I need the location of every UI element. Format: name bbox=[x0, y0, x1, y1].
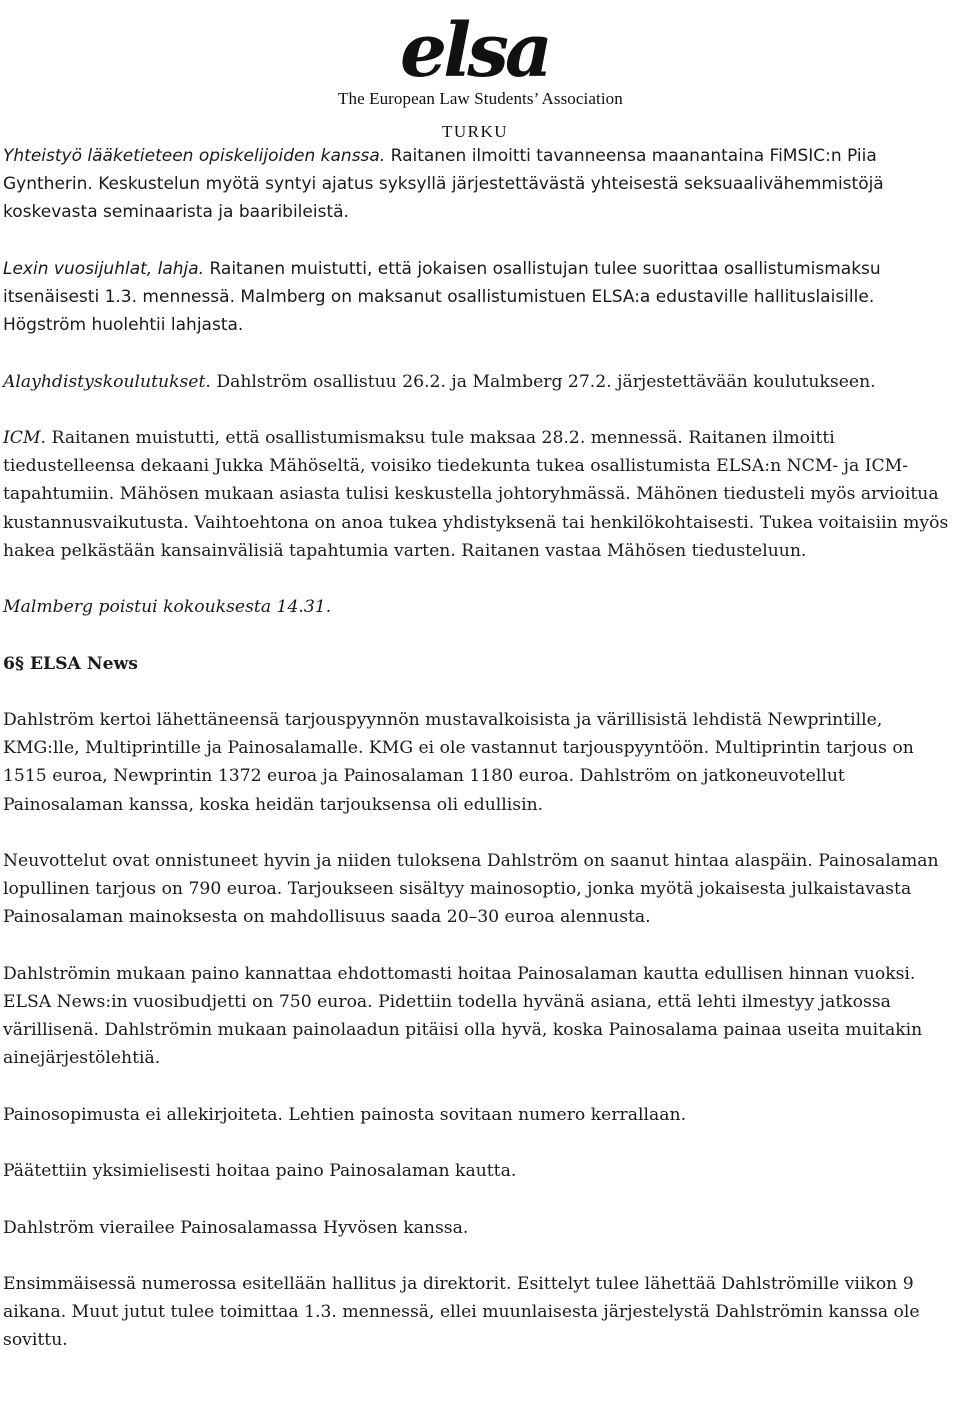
paragraph-text: Raitanen ilmoitti tavanneensa maanantaina FiMSIC:n Piia Gyntherin. Keskustelun myötä syntyi ajatus syksyllä järjestettävästä yhteisestä seksuaalivähemmistöjä koskevasta seminaarista ja baaribileistä. bbox=[3, 146, 884, 223]
paragraph-cooperation bbox=[3, 142, 958, 227]
paragraph-news-first-issue: Ensimmäisessä numerossa esitellään hallitus ja direktorit. Esittelyt tulee lähettää Dahlströmille viikon 9 aikana. Muut jutut tulee toimittaa 1.3. mennessä, ellei muunlaisesta järjestelystä Dahlströmin kanssa ole sovittu. bbox=[3, 1273, 920, 1351]
topic-label: ICM. bbox=[3, 427, 47, 448]
paragraph-trainings bbox=[3, 368, 958, 396]
document-body bbox=[3, 142, 958, 1355]
paragraph-news-budget: Dahlströmin mukaan paino kannattaa ehdottomasti hoitaa Painosalaman kautta edullisen hinnan vuoksi. ELSA News:in vuosibudjetti on 750 euroa. Pidettiin todella hyvänä asiana, että lehti ilmestyy jatkossa värillisenä. Dahlströmin mukaan painolaadun pitäisi olla hyvä, koska Painosalama painaa useita muitakin ainejärjestölehtiä. bbox=[3, 963, 923, 1069]
paragraph-news-negotiation: Neuvottelut ovat onnistuneet hyvin ja niiden tuloksena Dahlström on saanut hintaa alaspäin. Painosalaman lopullinen tarjous on 790 euroa. Tarjoukseen sisältyy mainosoptio, jonka myötä jokaisesta julkaistavasta Painosalaman mainoksesta on mahdollisuus saada 20–30 euroa alennusta. bbox=[3, 850, 939, 928]
letterhead bbox=[0, 0, 960, 150]
paragraph-departure-note: Malmberg poistui kokouksesta 14.31. bbox=[3, 597, 332, 618]
paragraph-news-decision: Päätettiin yksimielisesti hoitaa paino Painosalaman kautta. bbox=[3, 1161, 517, 1182]
elsa-logo-text: elsa bbox=[400, 8, 549, 88]
paragraph-news-contract: Painosopimusta ei allekirjoiteta. Lehtien painosta sovitaan numero kerrallaan. bbox=[3, 1104, 687, 1125]
paragraph-text: Dahlström osallistuu 26.2. ja Malmberg 27.2. järjestettävään koulutukseen. bbox=[210, 371, 876, 392]
chapter-city: TURKU bbox=[442, 122, 509, 141]
section-title: ELSA News bbox=[29, 653, 138, 674]
section-number: 6 bbox=[3, 653, 15, 674]
organization-name: The European Law Students’ Association bbox=[338, 89, 623, 108]
elsa-logo bbox=[398, 4, 568, 88]
paragraph-icm bbox=[3, 424, 958, 565]
paragraph-news-offers: Dahlström kertoi lähettäneensä tarjouspyynnön mustavalkoisista ja värillisistä lehdistä Newprintille, KMG:lle, Multiprintille ja Painosalamalle. KMG ei ole vastannut tarjouspyyntöön. Multiprintin tarjous on 1515 euroa, Newprintin 1372 euroa ja Painosalaman 1180 euroa. Dahlström on jatkoneuvotellut Painosalaman kanssa, koska heidän tarjouksensa oli edullisin. bbox=[3, 709, 914, 815]
section-symbol: § bbox=[14, 653, 24, 674]
paragraph-text: Raitanen muistutti, että jokaisen osallistujan tulee suorittaa osallistumismaksu itsenäisesti 1.3. mennessä. Malmberg on maksanut osallistumistuen ELSA:a edustaville hallituslaisille. Högström huolehtii lahjasta. bbox=[3, 258, 881, 336]
topic-label: Yhteistyö lääketieteen opiskelijoiden kanssa. bbox=[3, 146, 386, 166]
paragraph-news-visit: Dahlström vierailee Painosalamassa Hyvösen kanssa. bbox=[3, 1217, 469, 1238]
topic-label: Alayhdistyskoulutukset. bbox=[3, 371, 211, 392]
section-heading bbox=[3, 650, 958, 678]
paragraph-text: Raitanen muistutti, että osallistumismaksu tule maksaa 28.2. mennessä. Raitanen ilmoitti tiedustelleensa dekaani Jukka Mähöseltä, voisiko tiedekunta tukea osallistumista ELSA:n NCM- ja ICM-tapahtumiin. Mähösen mukaan asiasta tulisi keskustella johtoryhmässä. Mähönen tiedusteli myös arvioitua kustannusvaikutusta. Vaihtoehtona on anoa tukea yhdistyksenä tai henkilökohtaisesti. Tukea voitaisiin myös hakea pelkästään kansainvälisiä tapahtumia varten. Raitanen vastaa Mähösen tiedusteluun. bbox=[3, 427, 949, 561]
topic-label: Lexin vuosijuhlat, lahja. bbox=[3, 258, 205, 279]
paragraph-lex-anniversary bbox=[3, 255, 958, 340]
